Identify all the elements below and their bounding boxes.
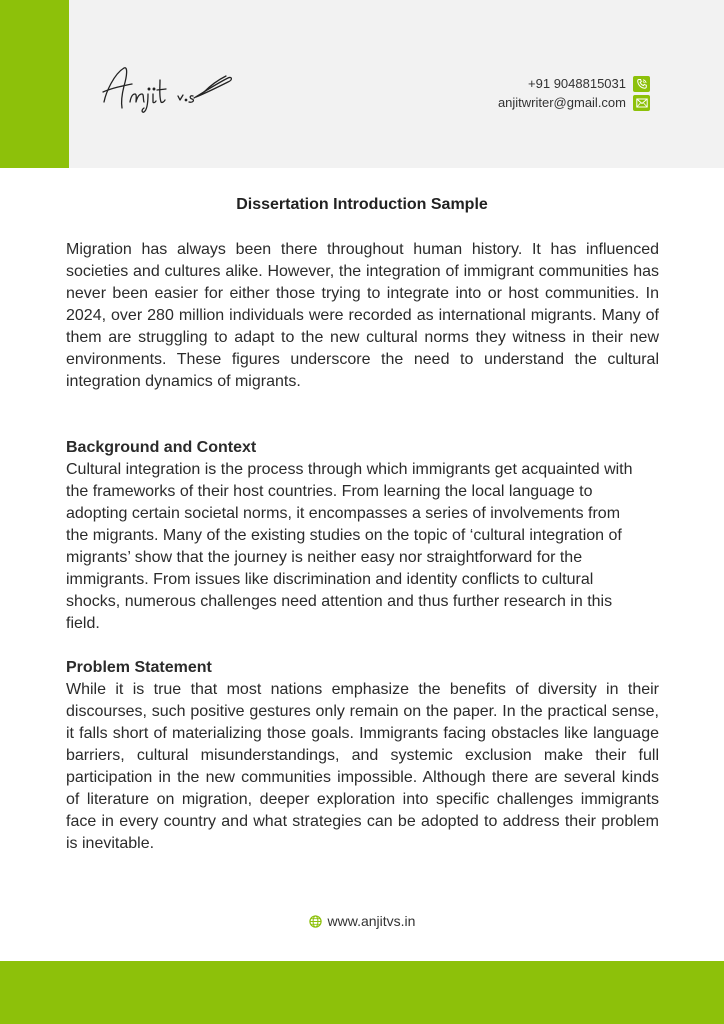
problem-paragraph: While it is true that most nations emphasize the benefits of diversity in their discourses, such positive gestures only remain on the paper. In the practical sense, it falls short of materializing those goals. Immigrants facing obstacles like language barriers, cultural misunderstandings, and systemic exclusion make their full participation in the new communities impossible. Although there are several kinds of literature on migration, deeper exploration into specific challenges immigrants face in every country and what strategies can be adopted to address their problem is inevitable. bbox=[66, 681, 659, 852]
email-address[interactable]: anjitwriter@gmail.com bbox=[497, 95, 626, 110]
background-section bbox=[66, 437, 659, 635]
footer-accent-bar bbox=[0, 961, 724, 1024]
contact-info bbox=[498, 74, 650, 112]
website-link[interactable] bbox=[0, 913, 724, 929]
email-row bbox=[498, 93, 650, 112]
globe-icon bbox=[309, 915, 322, 928]
signature-logo bbox=[100, 62, 236, 114]
intro-paragraph: Migration has always been there throughout human history. It has influenced societies and cultures alike. However, the integration of immigrant communities has never been easier for either those trying to integrate into or host communities. In 2024, over 280 million individuals were recorded as international migrants. Many of them are struggling to adapt to the new cultural norms they witness in their new environments. These figures underscore the need to understand the cultural integration dynamics of migrants. bbox=[66, 241, 659, 390]
problem-heading: Problem Statement bbox=[66, 659, 212, 676]
phone-number: +91 9048815031 bbox=[528, 76, 626, 91]
header-accent-bar bbox=[0, 0, 69, 168]
mail-icon bbox=[633, 95, 650, 111]
problem-section bbox=[66, 657, 659, 855]
document-title: Dissertation Introduction Sample bbox=[236, 196, 488, 213]
phone-row bbox=[498, 74, 650, 93]
website-url[interactable]: www.anjitvs.in bbox=[327, 913, 416, 929]
background-paragraph: Cultural integration is the process through which immigrants get acquainted with the frameworks of their host countries. From learning the local language to adopting certain societal norms, it encompasses a series of involvements from the migrants. Many of the existing studies on the topic of ‘cultural integration of migrants’ show that the journey is neither easy nor straightforward for the immigrants. From issues like discrimination and identity conflicts to cultural shocks, numerous challenges need attention and thus further research in this field. bbox=[66, 461, 633, 632]
svg-text:Anjit v.s: Anjit v.s bbox=[100, 62, 104, 63]
phone-icon bbox=[633, 76, 650, 92]
background-heading: Background and Context bbox=[66, 439, 257, 456]
